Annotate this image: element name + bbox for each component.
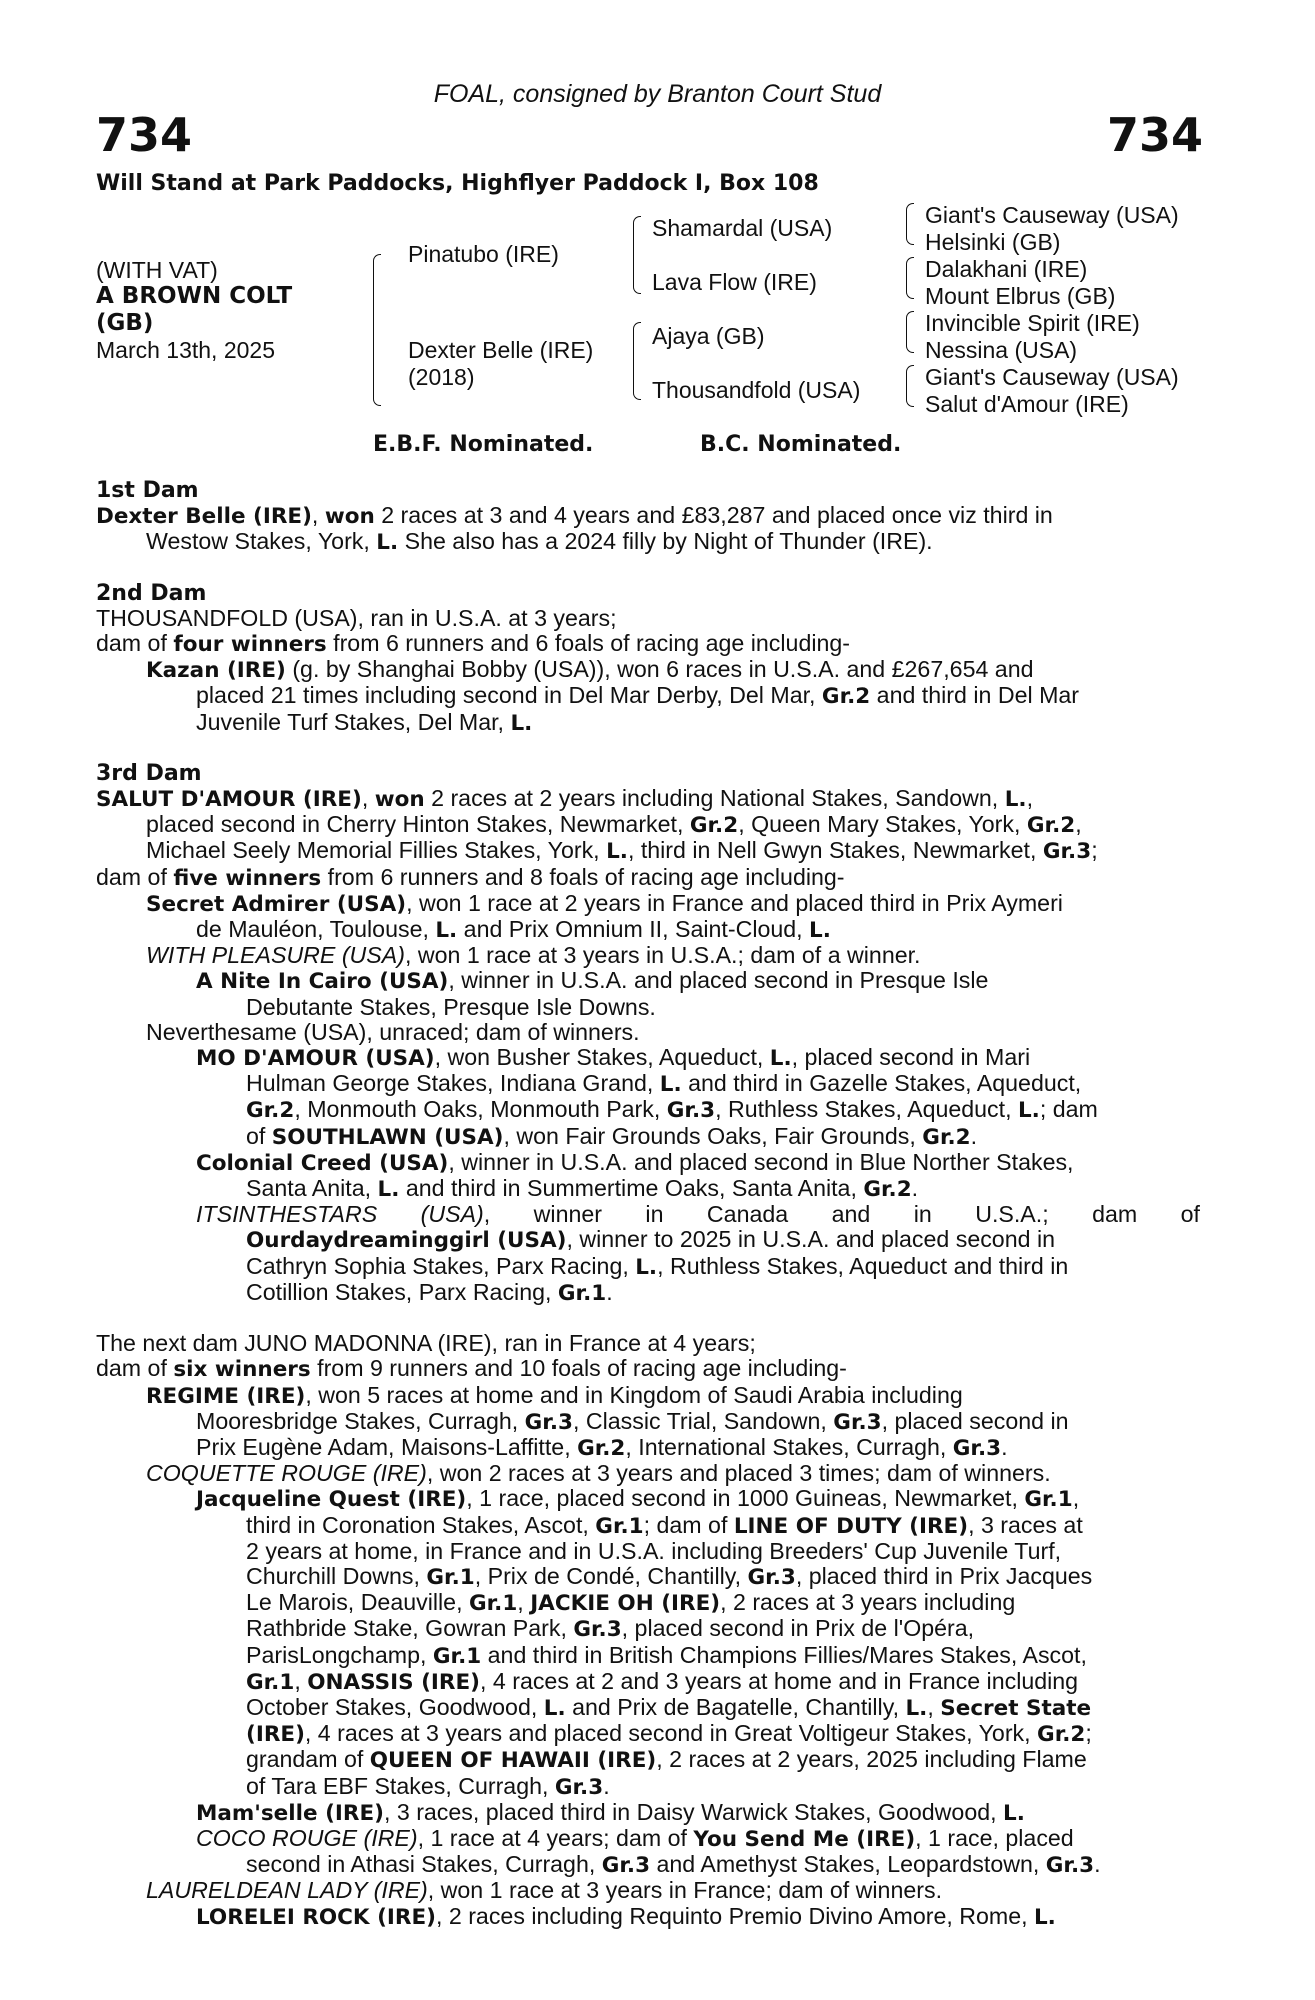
horse-name: Colonial Creed (USA) xyxy=(196,1150,449,1176)
third-dam-heading: 3rd Dam xyxy=(96,760,202,786)
horse-name: QUEEN OF HAWAII (IRE) xyxy=(369,1748,657,1774)
horse-name: MO D'AMOUR (USA) xyxy=(196,1046,435,1072)
horse-name: Dexter Belle (IRE) xyxy=(96,504,312,530)
progeny-line: placed 21 times including second in Del Mar Derby, Del Mar, Gr.2 and third in Del Mar xyxy=(196,682,1080,710)
horse-name: Secret Admirer (USA) xyxy=(146,891,407,917)
progeny-line: LAURELDEAN LADY (IRE), won 1 race at 3 years in France; dam of winners. xyxy=(146,1877,943,1904)
progeny-line: WITH PLEASURE (USA), won 1 race at 3 years in U.S.A.; dam of a winner. xyxy=(146,942,921,969)
progeny-line: of Tara EBF Stakes, Curragh, Gr.3. xyxy=(246,1772,610,1800)
progeny-line: Rathbride Stake, Gowran Park, Gr.3, placed second in Prix de l'Opéra, xyxy=(246,1615,975,1643)
progeny-line: ITSINTHESTARS (USA), winner in Canada and in U.S.A.; dam of xyxy=(196,1201,1200,1228)
first-dam-line: Westow Stakes, York, L. She also has a 2024 filly by Night of Thunder (IRE). xyxy=(146,528,933,556)
grandparent-4: Mount Elbrus (GB) xyxy=(925,283,1116,309)
progeny-line: second in Athasi Stakes, Curragh, Gr.3 and Amethyst Stakes, Leopardstown, Gr.3. xyxy=(246,1851,1101,1879)
progeny-line: Mam'selle (IRE), 3 races, placed third in Daisy Warwick Stakes, Goodwood, L. xyxy=(196,1798,1025,1826)
progeny-line: Ourdaydreaminggirl (USA), winner to 2025 in U.S.A. and placed second in xyxy=(246,1226,1055,1254)
horse-name: SOUTHLAWN (USA) xyxy=(271,1124,504,1150)
pedigree-brace-g4 xyxy=(906,365,914,407)
progeny-line: Mooresbridge Stakes, Curragh, Gr.3, Classic Trial, Sandown, Gr.3, placed second in xyxy=(196,1407,1069,1435)
pedigree-brace-g3 xyxy=(906,311,914,353)
third-dam-line: Michael Seely Memorial Fillies Stakes, York, L., third in Nell Gwyn Stakes, Newmarket, Gr.3; xyxy=(146,837,1098,865)
dam-year: (2018) xyxy=(408,364,475,390)
location-line: Will Stand at Park Paddocks, Highflyer Paddock I, Box 108 xyxy=(96,171,819,196)
progeny-line: Cotillion Stakes, Parx Racing, Gr.1. xyxy=(246,1278,613,1306)
progeny-line: Colonial Creed (USA), winner in U.S.A. and placed second in Blue Norther Stakes, xyxy=(196,1148,1074,1176)
progeny-line: MO D'AMOUR (USA), won Busher Stakes, Aqueduct, L., placed second in Mari xyxy=(196,1044,1031,1072)
horse-name: ONASSIS (IRE) xyxy=(307,1669,480,1695)
progeny-line: of SOUTHLAWN (USA), won Fair Grounds Oaks, Fair Grounds, Gr.2. xyxy=(246,1122,978,1150)
progeny-line: Prix Eugène Adam, Maisons-Laffitte, Gr.2, International Stakes, Curragh, Gr.3. xyxy=(196,1433,1008,1461)
progeny-line: Cathryn Sophia Stakes, Parx Racing, L., Ruthless Stakes, Aqueduct and third in xyxy=(246,1252,1069,1280)
horse-country: (GB) xyxy=(96,310,154,336)
dam-name: Dexter Belle (IRE) xyxy=(408,337,594,363)
progeny-line: Gr.2, Monmouth Oaks, Monmouth Park, Gr.3, Ruthless Stakes, Aqueduct, L.; dam xyxy=(246,1096,1098,1124)
grandparent-2: Helsinki (GB) xyxy=(925,229,1061,255)
horse-description: A BROWN COLT xyxy=(96,283,293,309)
pedigree-brace-dam xyxy=(633,322,641,400)
pedigree-brace-g2 xyxy=(906,257,914,299)
sire-name: Pinatubo (IRE) xyxy=(408,241,559,267)
progeny-line: REGIME (IRE), won 5 races at home and in Kingdom of Saudi Arabia including xyxy=(146,1381,963,1409)
second-dam-heading: 2nd Dam xyxy=(96,580,207,606)
grandparent-7: Giant's Causeway (USA) xyxy=(925,364,1179,390)
horse-name: You Send Me (IRE) xyxy=(693,1826,916,1852)
second-dam-line: THOUSANDFOLD (USA), ran in U.S.A. at 3 years; xyxy=(96,604,617,631)
grandparent-6: Nessina (USA) xyxy=(925,337,1078,363)
progeny-line: Neverthesame (USA), unraced; dam of winners. xyxy=(146,1018,640,1045)
progeny-line: A Nite In Cairo (USA), winner in U.S.A. and placed second in Presque Isle xyxy=(196,967,989,995)
progeny-line: ParisLongchamp, Gr.1 and third in British Champions Fillies/Mares Stakes, Ascot, xyxy=(246,1641,1087,1669)
first-dam-line: Dexter Belle (IRE), won 2 races at 3 and 4 years and £83,287 and placed once viz third in xyxy=(96,502,1053,530)
foaling-date: March 13th, 2025 xyxy=(96,337,276,363)
lot-number-right: 734 xyxy=(1106,108,1203,162)
progeny-line: Jacqueline Quest (IRE), 1 race, placed second in 1000 Guineas, Newmarket, Gr.1, xyxy=(196,1485,1080,1513)
horse-name: Mam'selle (IRE) xyxy=(196,1800,384,1826)
horse-name: JACKIE OH (IRE) xyxy=(530,1591,721,1617)
horse-name: Kazan (IRE) xyxy=(146,658,286,684)
progeny-line: LORELEI ROCK (IRE), 2 races including Requinto Premio Divino Amore, Rome, L. xyxy=(196,1902,1056,1930)
second-dam-line: dam of four winners from 6 runners and 6 foals of racing age including- xyxy=(96,630,851,658)
horse-name: Jacqueline Quest (IRE) xyxy=(196,1487,467,1513)
progeny-line: Churchill Downs, Gr.1, Prix de Condé, Chantilly, Gr.3, placed third in Prix Jacques xyxy=(246,1562,1093,1590)
grandparent-8: Salut d'Amour (IRE) xyxy=(925,391,1129,417)
family-details xyxy=(96,478,1200,1930)
next-dam-line: The next dam JUNO MADONNA (IRE), ran in France at 4 years; xyxy=(96,1330,756,1357)
bc-nomination: B.C. Nominated. xyxy=(700,432,902,457)
horse-name: LORELEI ROCK (IRE) xyxy=(196,1904,436,1930)
horse-name: A Nite In Cairo (USA) xyxy=(196,969,449,995)
third-dam-line: dam of five winners from 6 runners and 8 foals of racing age including- xyxy=(96,863,845,891)
pedigree-brace-main xyxy=(373,254,381,406)
ebf-nomination: E.B.F. Nominated. xyxy=(373,432,594,457)
progeny-line: Hulman George Stakes, Indiana Grand, L. and third in Gazelle Stakes, Aqueduct, xyxy=(246,1070,1082,1098)
progeny-line: third in Coronation Stakes, Ascot, Gr.1; dam of LINE OF DUTY (IRE), 3 races at xyxy=(246,1511,1083,1539)
third-dam-line: SALUT D'AMOUR (IRE), won 2 races at 2 years including National Stakes, Sandown, L., xyxy=(96,785,1034,813)
horse-name: SALUT D'AMOUR (IRE) xyxy=(96,787,362,813)
progeny-line: grandam of QUEEN OF HAWAII (IRE), 2 races at 2 years, 2025 including Flame xyxy=(246,1746,1087,1774)
progeny-line: Le Marois, Deauville, Gr.1, JACKIE OH (IRE), 2 races at 3 years including xyxy=(246,1589,1016,1617)
pedigree-brace-g1 xyxy=(906,203,914,245)
next-dam-line: dam of six winners from 9 runners and 10 foals of racing age including- xyxy=(96,1355,847,1383)
progeny-line: (IRE), 4 races at 3 years and placed second in Great Voltigeur Stakes, York, Gr.2; xyxy=(246,1720,1092,1748)
grandparent-1: Giant's Causeway (USA) xyxy=(925,202,1179,228)
pedigree-brace-sire xyxy=(633,216,641,294)
progeny-line: Secret Admirer (USA), won 1 race at 2 years in France and placed third in Prix Aymeri xyxy=(146,889,1063,917)
horse-name: Ourdaydreaminggirl (USA) xyxy=(246,1228,567,1254)
progeny-line: Debutante Stakes, Presque Isle Downs. xyxy=(246,993,656,1020)
vat-note: (WITH VAT) xyxy=(96,257,218,283)
progeny-line: Santa Anita, L. and third in Summertime Oaks, Santa Anita, Gr.2. xyxy=(246,1175,919,1203)
grandparent-5: Invincible Spirit (IRE) xyxy=(925,310,1140,336)
dam-dam-name: Thousandfold (USA) xyxy=(652,377,861,403)
horse-name: LINE OF DUTY (IRE) xyxy=(733,1513,969,1539)
progeny-line: Gr.1, ONASSIS (IRE), 4 races at 2 and 3 years at home and in France including xyxy=(246,1667,1079,1695)
sire-sire-name: Shamardal (USA) xyxy=(652,215,833,241)
sire-dam-name: Lava Flow (IRE) xyxy=(652,269,817,295)
consignor-line: FOAL, consigned by Branton Court Stud xyxy=(433,80,882,108)
third-dam-line: placed second in Cherry Hinton Stakes, Newmarket, Gr.2, Queen Mary Stakes, York, Gr.2, xyxy=(146,811,1082,839)
progeny-line: COCO ROUGE (IRE), 1 race at 4 years; dam of You Send Me (IRE), 1 race, placed xyxy=(196,1824,1074,1852)
progeny-line: Kazan (IRE) (g. by Shanghai Bobby (USA)), won 6 races in U.S.A. and £267,654 and xyxy=(146,656,1034,684)
progeny-line: COQUETTE ROUGE (IRE), won 2 races at 3 years and placed 3 times; dam of winners. xyxy=(146,1460,1051,1487)
progeny-line: Juvenile Turf Stakes, Del Mar, L. xyxy=(196,708,533,736)
progeny-line: de Mauléon, Toulouse, L. and Prix Omnium II, Saint-Cloud, L. xyxy=(196,916,831,944)
grandparent-3: Dalakhani (IRE) xyxy=(925,256,1088,282)
first-dam-heading: 1st Dam xyxy=(96,478,199,503)
lot-number-left: 734 xyxy=(96,108,193,162)
progeny-line: October Stakes, Goodwood, L. and Prix de Bagatelle, Chantilly, L., Secret State xyxy=(246,1693,1092,1721)
horse-name: Secret State xyxy=(940,1695,1092,1721)
progeny-line: 2 years at home, in France and in U.S.A. including Breeders' Cup Juvenile Turf, xyxy=(246,1537,1062,1564)
dam-sire-name: Ajaya (GB) xyxy=(652,323,765,349)
horse-name: REGIME (IRE) xyxy=(146,1383,306,1409)
